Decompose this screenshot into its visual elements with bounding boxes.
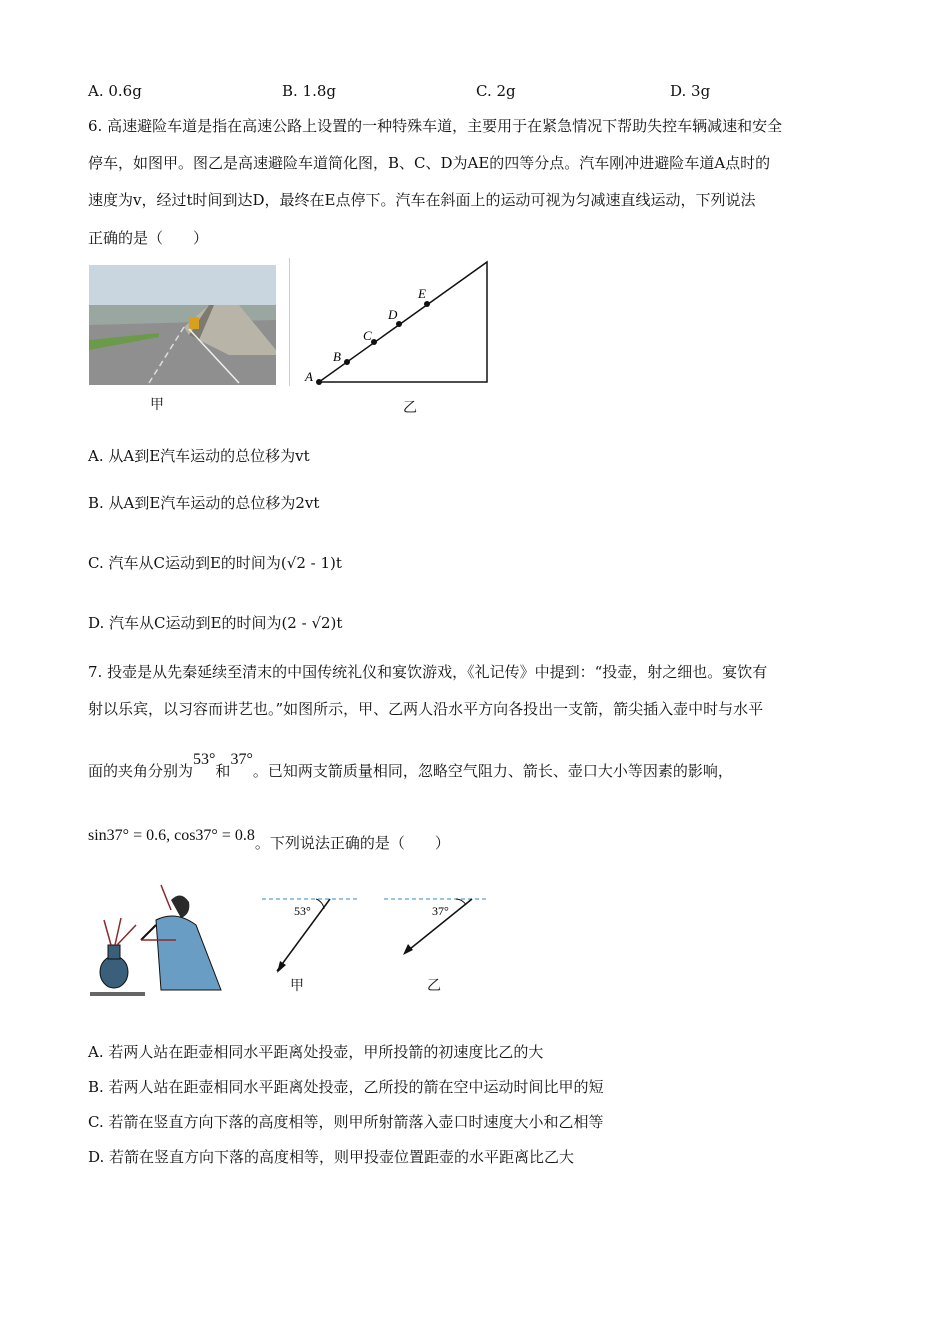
q5-option-d[interactable]: D. 3g [670,82,711,100]
angle-37: 37° [230,751,253,768]
q6-option-b[interactable]: B. 从A到E汽车运动的总位移为2vt [88,494,320,512]
label-B: B [333,349,341,364]
label-D: D [388,307,398,322]
label-E: E [418,286,426,301]
angle-53: 53° [193,751,216,768]
trig-formula: sin37° = 0.6, cos37° = 0.8 [88,827,255,844]
escape-ramp-photo [89,265,276,385]
q7-line3-pre: 面的夹角分别为 [88,762,194,780]
q7-option-c[interactable]: C. 若箭在竖直方向下落的高度相等，则甲所射箭落入壶口时速度大小和乙相等 [88,1113,604,1131]
arrow-diagram-jia [258,893,368,978]
q7-option-b[interactable]: B. 若两人站在距壶相同水平距离处投壶，乙所投的箭在空中运动时间比甲的短 [88,1078,604,1096]
q7-line4-post: 。下列说法正确的是（ ） [254,834,450,852]
q6-stem-line2: 停车，如图甲。图乙是高速避险车道简化图，B、C、D为AE的四等分点。汽车刚冲进避险车道A点时的 [88,154,771,172]
q6-option-c[interactable]: C. 汽车从C运动到E的时间为(√2 - 1)t [88,554,342,572]
photo-divider [289,258,290,386]
q6-option-a[interactable]: A. 从A到E汽车运动的总位移为vt [88,447,310,465]
q5-option-a[interactable]: A. 0.6g [88,82,142,100]
q7-line3-mid: 和 [215,762,231,780]
caption-yi: 乙 [403,400,417,416]
q6-stem-line1: 6. 高速避险车道是指在高速公路上设置的一种特殊车道，主要用于在紧急情况下帮助失控车辆减速和安全 [88,117,783,135]
q7-stem-line1: 7. 投壶是从先秦延续至清末的中国传统礼仪和宴饮游戏，《礼记传》中提到：“投壶，射之细也。宴饮有 [88,663,768,681]
q6-option-d[interactable]: D. 汽车从C运动到E的时间为(2 - √2)t [88,614,343,632]
pitch-pot-player-illustration [86,880,231,1000]
label-A: A [305,369,313,384]
label-C: C [363,328,372,343]
q7-line3-post: 。已知两支箭质量相同，忽略空气阻力、箭长、壶口大小等因素的影响， [252,762,733,780]
q6-stem-line4: 正确的是（ ） [88,229,209,247]
caption-yi-2: 乙 [427,978,441,994]
q7-stem-line3 [88,751,733,781]
q5-option-b[interactable]: B. 1.8g [282,82,337,100]
q7-option-a[interactable]: A. 若两人站在距壶相同水平距离处投壶，甲所投箭的初速度比乙的大 [88,1043,544,1061]
ramp-diagram [300,255,500,390]
q7-option-d[interactable]: D. 若箭在竖直方向下落的高度相等，则甲投壶位置距壶的水平距离比乙大 [88,1148,575,1166]
caption-jia: 甲 [150,397,164,413]
q5-option-c[interactable]: C. 2g [476,82,516,100]
caption-jia-2: 甲 [290,978,304,994]
arrow-diagram-yi [380,893,495,963]
q7-stem-line2: 射以乐宾，以习容而讲艺也。”如图所示，甲、乙两人沿水平方向各投出一支箭，箭尖插入壶中时与水平 [88,700,764,718]
angle-label-37: 37° [432,904,449,918]
angle-label-53: 53° [294,904,311,918]
q6-stem-line3: 速度为v，经过t时间到达D，最终在E点停下。汽车在斜面上的运动可视为匀减速直线运动，下列说法 [88,191,756,209]
q7-stem-line4 [88,826,450,852]
